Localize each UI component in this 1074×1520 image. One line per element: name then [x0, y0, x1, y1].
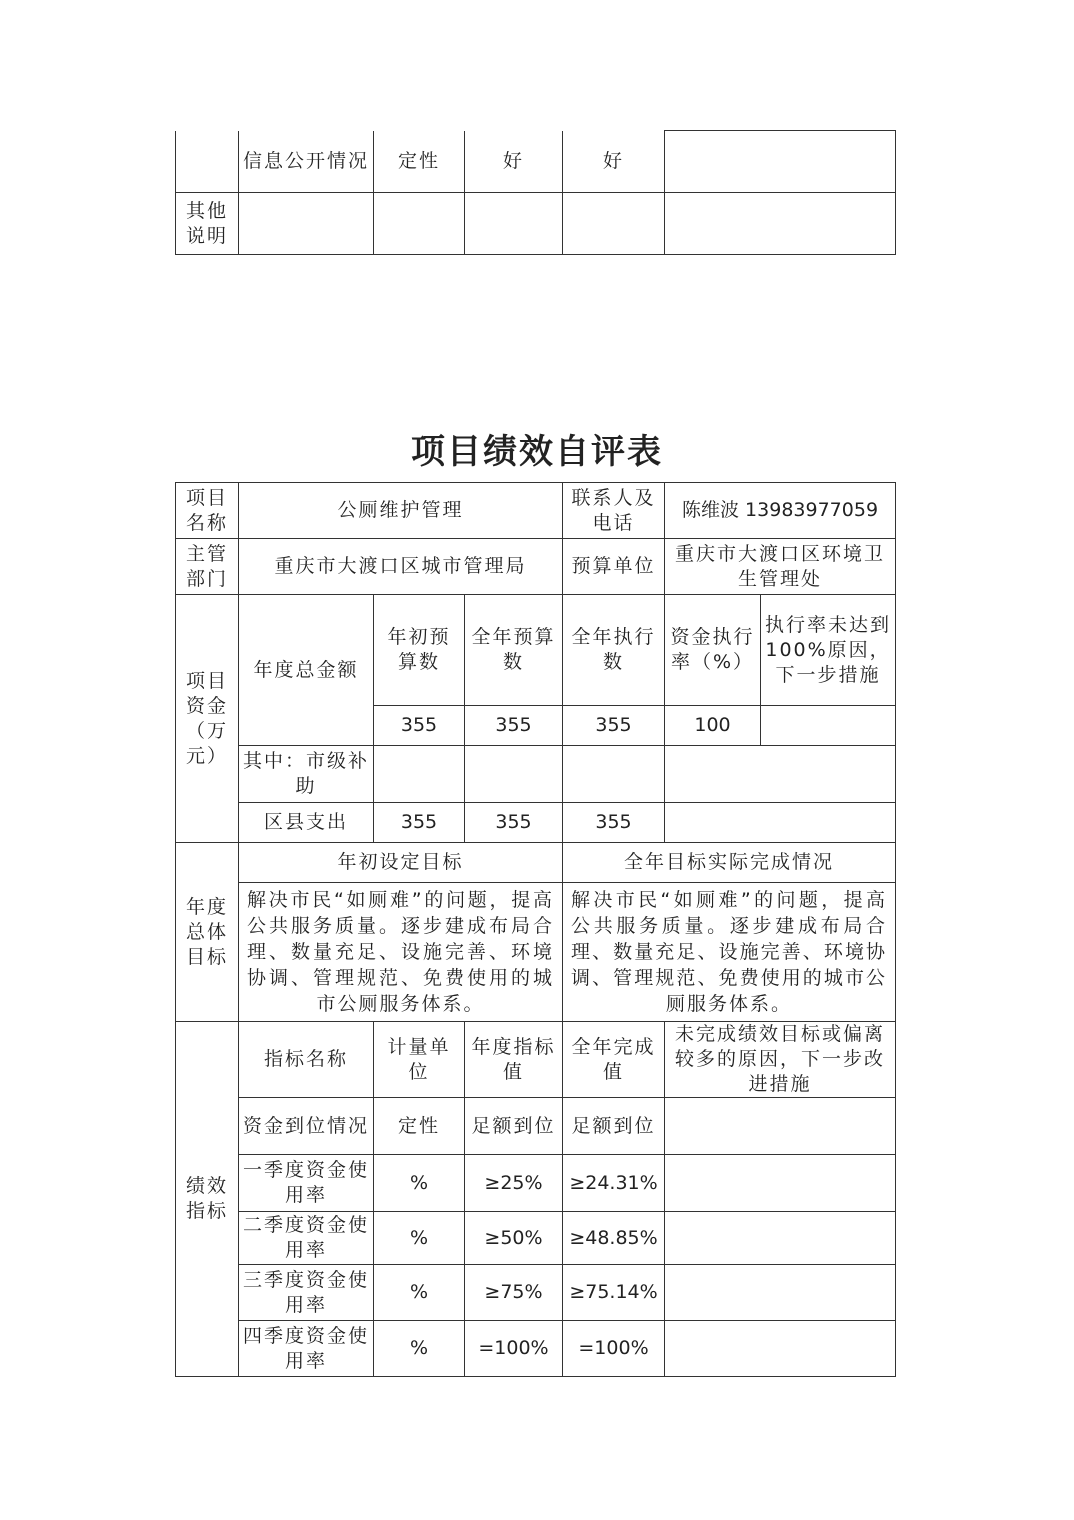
indicator-target: 足额到位	[465, 1098, 563, 1155]
indicator-unit: %	[374, 1155, 465, 1212]
indicator-name-cell: 信息公开情况	[239, 131, 374, 193]
city-subsidy-label: 其中：市级补助	[239, 746, 374, 803]
empty-cell	[563, 746, 665, 803]
other-notes-label: 其他说明	[176, 193, 239, 255]
actual-goals-text: 解决市民“如厕难”的问题，提高公共服务质量。逐步建成布局合理、数量充足、设施完善、环境协调、管理规范、免费使用的城市公厕服务体系。	[563, 883, 896, 1022]
empty-cell	[665, 803, 896, 843]
budget-unit-value: 重庆市大渡口区环境卫生管理处	[665, 539, 896, 595]
county-executed-value: 355	[563, 803, 665, 843]
annual-goals-label: 年度总体目标	[176, 843, 239, 1022]
empty-cell	[665, 193, 896, 255]
indicator-name: 四季度资金使用率	[239, 1321, 374, 1377]
shortfall-reason-header: 执行率未达到100%原因，下一步措施	[761, 595, 896, 706]
county-annual-value: 355	[465, 803, 563, 843]
annual-budget-header: 全年预算数	[465, 595, 563, 706]
project-funds-label: 项目资金（万元）	[176, 595, 239, 843]
indicator-actual: ≥48.85%	[563, 1212, 665, 1265]
indicator-name: 资金到位情况	[239, 1098, 374, 1155]
indicator-actual-cell: 好	[563, 131, 665, 193]
empty-cell	[239, 193, 374, 255]
indicator-unit: %	[374, 1321, 465, 1377]
indicator-actual: =100%	[563, 1321, 665, 1377]
indicator-target: ≥50%	[465, 1212, 563, 1265]
execution-rate-value: 100	[665, 706, 761, 746]
set-goals-text: 解决市民“如厕难”的问题，提高公共服务质量。逐步建成布局合理、数量充足、设施完善、环境协调、管理规范、免费使用的城市公厕服务体系。	[239, 883, 563, 1022]
indicator-name: 一季度资金使用率	[239, 1155, 374, 1212]
table-row	[176, 1098, 896, 1155]
indicator-target: ≥25%	[465, 1155, 563, 1212]
indicator-target-cell: 好	[465, 131, 563, 193]
indicator-unit-header: 计量单位	[374, 1022, 465, 1098]
empty-cell	[465, 193, 563, 255]
initial-budget-header: 年初预算数	[374, 595, 465, 706]
contact-label: 联系人及电话	[563, 483, 665, 539]
shortfall-reason-value	[761, 706, 896, 746]
document-title: 项目绩效自评表	[411, 432, 663, 472]
indicator-reason	[665, 1098, 896, 1155]
empty-cell	[374, 746, 465, 803]
contact-value: 陈维波 13983977059	[665, 483, 896, 539]
set-goals-header: 年初设定目标	[239, 843, 563, 883]
previous-table-continuation	[175, 130, 896, 255]
annual-total-label: 年度总金额	[239, 595, 374, 746]
initial-budget-value: 355	[374, 706, 465, 746]
indicator-actual-header: 全年完成值	[563, 1022, 665, 1098]
table-row	[176, 1212, 896, 1265]
performance-evaluation-table	[175, 482, 896, 1377]
indicator-name: 二季度资金使用率	[239, 1212, 374, 1265]
annual-executed-header: 全年执行数	[563, 595, 665, 706]
indicator-unit-cell: 定性	[374, 131, 465, 193]
indicator-unit: %	[374, 1265, 465, 1321]
indicator-name-header: 指标名称	[239, 1022, 374, 1098]
indicator-reason-header: 未完成绩效目标或偏离较多的原因，下一步改进措施	[665, 1022, 896, 1098]
indicator-reason	[665, 1155, 896, 1212]
project-name-label: 项目名称	[176, 483, 239, 539]
indicator-unit: %	[374, 1212, 465, 1265]
indicator-target: ≥75%	[465, 1265, 563, 1321]
indicator-name: 三季度资金使用率	[239, 1265, 374, 1321]
indicator-unit: 定性	[374, 1098, 465, 1155]
indicator-reason	[665, 1212, 896, 1265]
indicator-note-cell	[665, 131, 896, 193]
indicator-reason	[665, 1265, 896, 1321]
indicator-actual: 足额到位	[563, 1098, 665, 1155]
budget-unit-label: 预算单位	[563, 539, 665, 595]
table-row	[176, 1155, 896, 1212]
indicator-actual: ≥24.31%	[563, 1155, 665, 1212]
dept-value: 重庆市大渡口区城市管理局	[239, 539, 563, 595]
indicator-target-header: 年度指标值	[465, 1022, 563, 1098]
empty-cell	[465, 746, 563, 803]
performance-indicators-label: 绩效指标	[176, 1022, 239, 1377]
empty-cell	[374, 193, 465, 255]
indicator-target: =100%	[465, 1321, 563, 1377]
execution-rate-header: 资金执行率（%）	[665, 595, 761, 706]
empty-cell	[176, 131, 239, 193]
project-name-value: 公厕维护管理	[239, 483, 563, 539]
county-expense-label: 区县支出	[239, 803, 374, 843]
county-initial-value: 355	[374, 803, 465, 843]
indicator-actual: ≥75.14%	[563, 1265, 665, 1321]
annual-executed-value: 355	[563, 706, 665, 746]
empty-cell	[665, 746, 896, 803]
actual-goals-header: 全年目标实际完成情况	[563, 843, 896, 883]
empty-cell	[563, 193, 665, 255]
table-row	[176, 1265, 896, 1321]
indicator-reason	[665, 1321, 896, 1377]
annual-budget-value: 355	[465, 706, 563, 746]
dept-label: 主管部门	[176, 539, 239, 595]
table-row	[176, 1321, 896, 1377]
